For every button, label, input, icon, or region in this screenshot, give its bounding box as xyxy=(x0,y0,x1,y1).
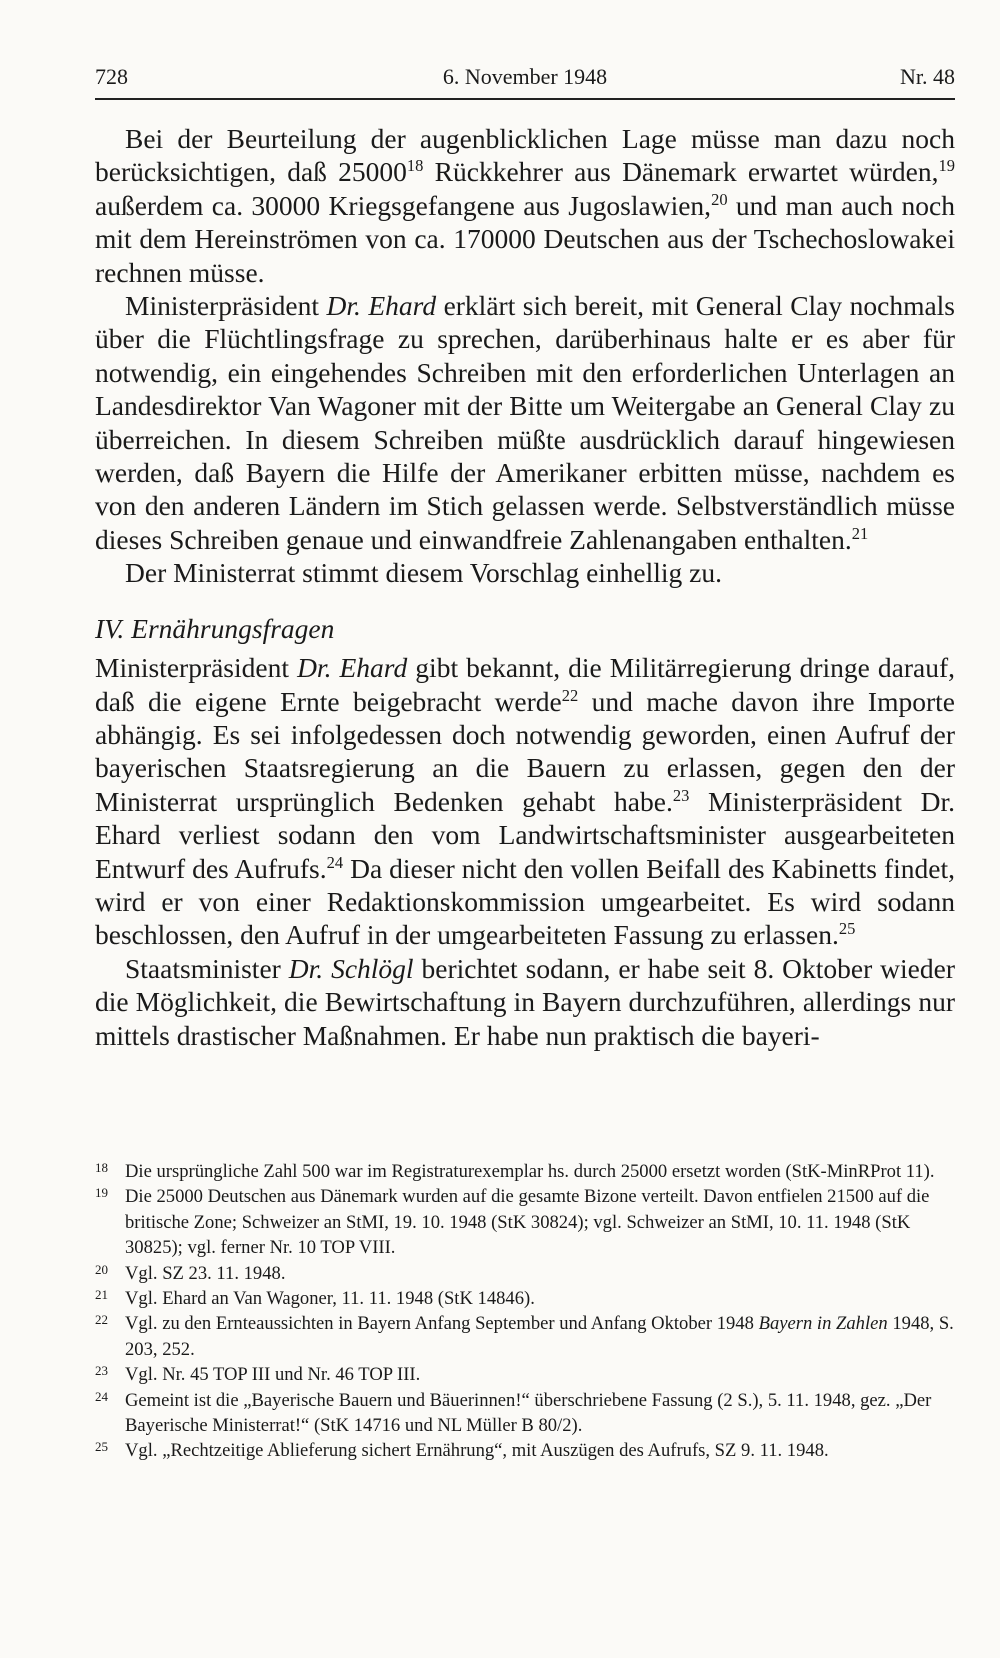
footnote-text: Vgl. Nr. 45 TOP III und Nr. 46 TOP III. xyxy=(125,1364,421,1386)
footnote-18 xyxy=(95,1159,955,1184)
header-rule xyxy=(95,98,955,100)
footnote-19 xyxy=(95,1184,955,1260)
footnote-number: 25 xyxy=(95,1439,108,1455)
footnotes xyxy=(95,1159,955,1464)
footnote-number: 23 xyxy=(95,1363,108,1379)
footnote-text: Vgl. SZ 23. 11. 1948. xyxy=(125,1262,286,1284)
footnote-ref-23: 23 xyxy=(672,785,690,805)
footnote-number: 20 xyxy=(95,1261,108,1277)
footnote-23 xyxy=(95,1362,955,1387)
footnote-22 xyxy=(95,1311,955,1362)
footnote-ref-20: 20 xyxy=(711,189,728,209)
page-number: 728 xyxy=(95,64,128,89)
footnote-ref-25: 25 xyxy=(838,919,856,939)
footnote-ref-22: 22 xyxy=(561,685,579,705)
speaker-name: Dr. Ehard xyxy=(326,290,437,322)
section-heading: IV. Ernährungsfragen xyxy=(95,612,335,644)
document-number: Nr. 48 xyxy=(900,64,955,89)
footnote-text: Vgl. „Rechtzeitige Ablieferung sichert Ernährung“, mit Auszügen des Aufrufs, SZ 9. 11. 1948. xyxy=(125,1440,829,1462)
footnote-ref-18: 18 xyxy=(406,156,424,176)
header-date: 6. November 1948 xyxy=(442,64,608,89)
footnote-ref-21: 21 xyxy=(851,523,869,543)
speaker-name: Dr. Ehard xyxy=(297,652,408,684)
paragraph-ehard-clay: Ministerpräsident Dr. Ehard erklärt sich bereit, mit General Clay nochmals über die Flüchtlingsfrage zu sprechen, darüberhinaus halte er es aber für notwendig, ein eingehendes Schreiben mit den erforderlichen Unterlagen an Landesdirektor Van Wagoner mit der Bitte um Weitergabe an General Clay zu überreichen. In diesem Schreiben müßte ausdrücklich darauf hingewiesen werden, daß Bayern die Hilfe der Amerikaner erbitten müsse, nachdem es von den anderen Ländern im Stich gelassen werde. Selbstverständlich müsse dieses Schreiben genaue und einwandfreie Zahlenangaben enthalten.$^{21}$ xyxy=(95,290,956,555)
paragraph-schloegl: Staatsminister Dr. Schlögl berichtet sodann, er habe seit 8. Oktober wieder die Möglichkeit, die Bewirtschaftung in Bayern durchzuführen, allerdings nur mittels drastischer Maßnahmen. Er habe nun praktisch die bayeri- xyxy=(95,952,955,1051)
paragraph-food-questions: Ministerpräsident Dr. Ehard gibt bekannt, die Militärregierung dringe darauf, daß die eigene Ernte beigebracht werde$^{22}$ und mache davon ihre Importe abhängig. Es sei infolgedessen doch notwendig geworden, einen Aufruf der bayerischen Staatsregierung an die Bauern zu erlassen, gegen den der Ministerrat ursprünglich Bedenken gehabt habe.$^{23}$ Ministerpräsident Dr. Ehard verliest sodann den vom Landwirtschaftsminister ausgearbeiteten Entwurf des Aufrufs.$^{24}$ Da dieser nicht den vollen Beifall des Kabinetts findet, wird er von einer Redaktionskommission umgearbeitet. Es wird sodann beschlossen, den Aufruf in der umgearbeiteten Fassung zu erlassen.$^{25}$ xyxy=(95,652,956,951)
footnote-number: 19 xyxy=(95,1185,108,1201)
footnote-number: 18 xyxy=(95,1160,108,1175)
footnote-21 xyxy=(95,1286,955,1311)
footnote-text: Gemeint ist die „Bayerische Bauern und Bäuerinnen!“ überschriebene Fassung (2 S.), 5. 11. 1948, gez. „Der Bayerische Ministerrat!“ (StK 14716 und NL Müller B 80/2). xyxy=(125,1389,932,1437)
footnote-ref-24: 24 xyxy=(326,852,344,872)
body-text xyxy=(95,122,955,1052)
footnote-text: Die 25000 Deutschen aus Dänemark wurden auf die gesamte Bizone verteilt. Davon entfielen 21500 auf die britische Zone; Schweizer an StMI, 19. 10. 1948 (StK 30824); vgl. Schweizer an StMI, 10. 11. 1948 (StK 30825); vgl. ferner Nr. 10 TOP VIII. xyxy=(125,1186,930,1259)
footnote-ref-19: 19 xyxy=(938,156,955,176)
footnote-24 xyxy=(95,1388,955,1439)
footnote-25 xyxy=(95,1438,955,1463)
paragraph-council-agrees: Der Ministerrat stimmt diesem Vorschlag einhellig zu. xyxy=(125,557,722,589)
footnote-20 xyxy=(95,1261,955,1286)
footnote-text: Vgl. zu den Ernteaussichten in Bayern Anfang September und Anfang Oktober 1948 Bayern in Zahlen 1948, S. 203, 252. xyxy=(125,1313,954,1360)
footnote-text: Die ursprüngliche Zahl 500 war im Registraturexemplar hs. durch 25000 ersetzt worden (StK-MinRProt 11). xyxy=(125,1161,935,1182)
footnote-number: 22 xyxy=(95,1312,108,1328)
footnote-number: 24 xyxy=(95,1388,108,1404)
footnote-text: Vgl. Ehard an Van Wagoner, 11. 11. 1948 (StK 14846). xyxy=(125,1288,535,1310)
paragraph-returnees: Bei der Beurteilung der augenblicklichen Lage müsse man dazu noch berücksichtigen, daß 25000$^{18}$ Rückkehrer aus Dänemark erwartet würden,$^{19}$ außerdem ca. 30000 Kriegsgefangene aus Jugoslawien,$^{20}$ und man auch noch mit dem Hereinströmen von ca. 170000 Deutschen aus der Tschechoslowakei rechnen müsse. xyxy=(95,123,955,288)
running-header xyxy=(95,60,955,94)
speaker-name: Dr. Schlögl xyxy=(288,952,414,984)
publication-title: Bayern in Zahlen xyxy=(758,1313,888,1335)
footnote-number: 21 xyxy=(95,1287,108,1303)
